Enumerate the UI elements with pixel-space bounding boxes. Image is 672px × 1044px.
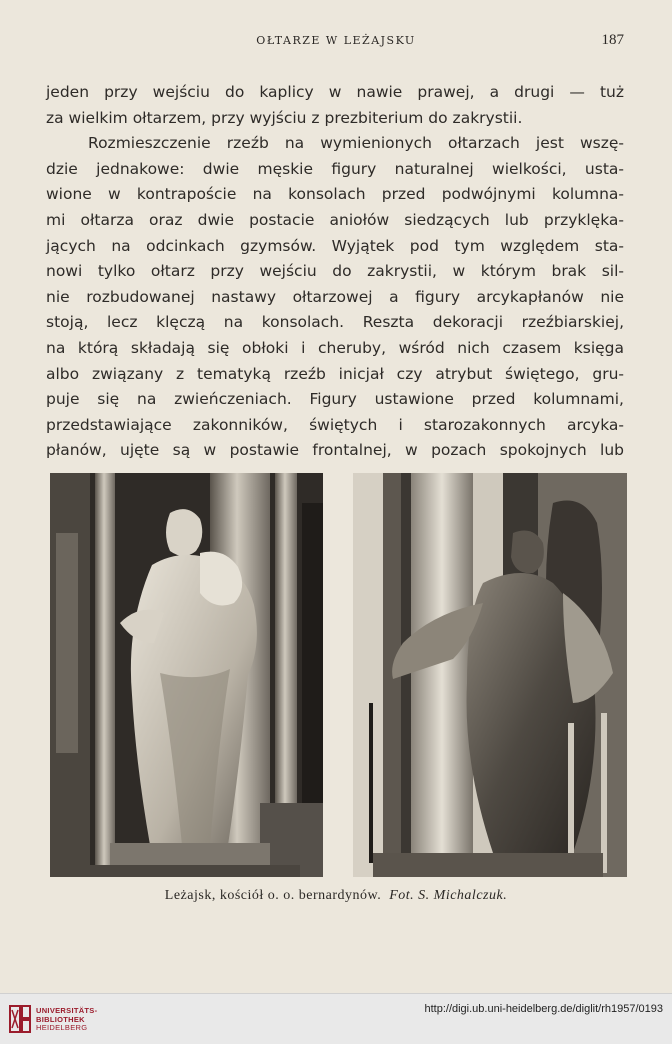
text-line: płanów, ujęte są w postawie frontalnej, w pozach spokojnych lub xyxy=(46,441,624,460)
text-line: nowi tylko ołtarz przy wejściu do zakrystii, w którym brak sil- xyxy=(46,262,624,281)
footer-bar xyxy=(0,993,672,1044)
photo-statue-right xyxy=(353,473,627,877)
library-name-line: UNIVERSITÄTS- xyxy=(36,1006,98,1015)
photo-statue-right-image xyxy=(353,473,627,877)
text-line: dzie jednakowe: dwie męskie figury naturalnej wielkości, usta- xyxy=(46,159,624,178)
library-name-line: BIBLIOTHEK xyxy=(36,1014,85,1024)
body-text xyxy=(46,80,624,464)
text-line: nie rozbudowanej nastawy ołtarzowej a figury arcykapłanów nie xyxy=(46,287,624,306)
library-name-line: HEIDELBERG xyxy=(36,1023,88,1032)
text-line: stoją, lecz klęczą na konsolach. Reszta dekoracji rzeźbiarskiej, xyxy=(46,313,624,332)
text-line: Rozmieszczenie rzeźb na wymienionych ołtarzach jest wszę- xyxy=(88,134,624,153)
library-name xyxy=(36,1007,97,1033)
figure-caption xyxy=(0,888,672,904)
library-logo[interactable] xyxy=(8,1004,32,1039)
photo-statue-left xyxy=(50,473,323,877)
text-line: przedstawiające zakonników, świętych i starozakonnych arcyka- xyxy=(46,415,624,434)
source-url-link[interactable]: http://digi.ub.uni-heidelberg.de/diglit/rh1957/0193 xyxy=(424,1003,663,1015)
text-line: mi ołtarza oraz dwie postacie aniołów siedzących lub przyklęka- xyxy=(46,210,624,229)
running-header: OŁTARZE W LEŻAJSKU xyxy=(256,34,416,47)
page-number: 187 xyxy=(601,32,624,48)
text-line: wione w kontrapoście na konsolach przed podwójnymi kolumna- xyxy=(46,185,624,204)
library-logo-icon xyxy=(8,1004,32,1034)
text-line: na którą składają się obłoki i cheruby, wśród nich czasem księga xyxy=(46,338,624,357)
text-line: za wielkim ołtarzem, przy wyjściu z prezbiterium do zakrystii. xyxy=(46,108,523,127)
photo-credit: Fot. S. Michalczuk. xyxy=(389,888,508,903)
text-line: puje się na zwieńczeniach. Figury ustawione przed kolumnami, xyxy=(46,390,624,409)
text-line: jeden przy wejściu do kaplicy w nawie prawej, a drugi — tuż xyxy=(46,83,624,101)
text-line: jących na odcinkach gzymsów. Wyjątek pod tym względem sta- xyxy=(46,236,624,255)
photo-statue-left-image xyxy=(50,473,323,877)
caption-text: Leżajsk, kościół o. o. bernardynów. xyxy=(164,888,382,903)
text-line: albo związany z tematyką rzeźb inicjał czy atrybut świętego, gru- xyxy=(46,364,624,383)
